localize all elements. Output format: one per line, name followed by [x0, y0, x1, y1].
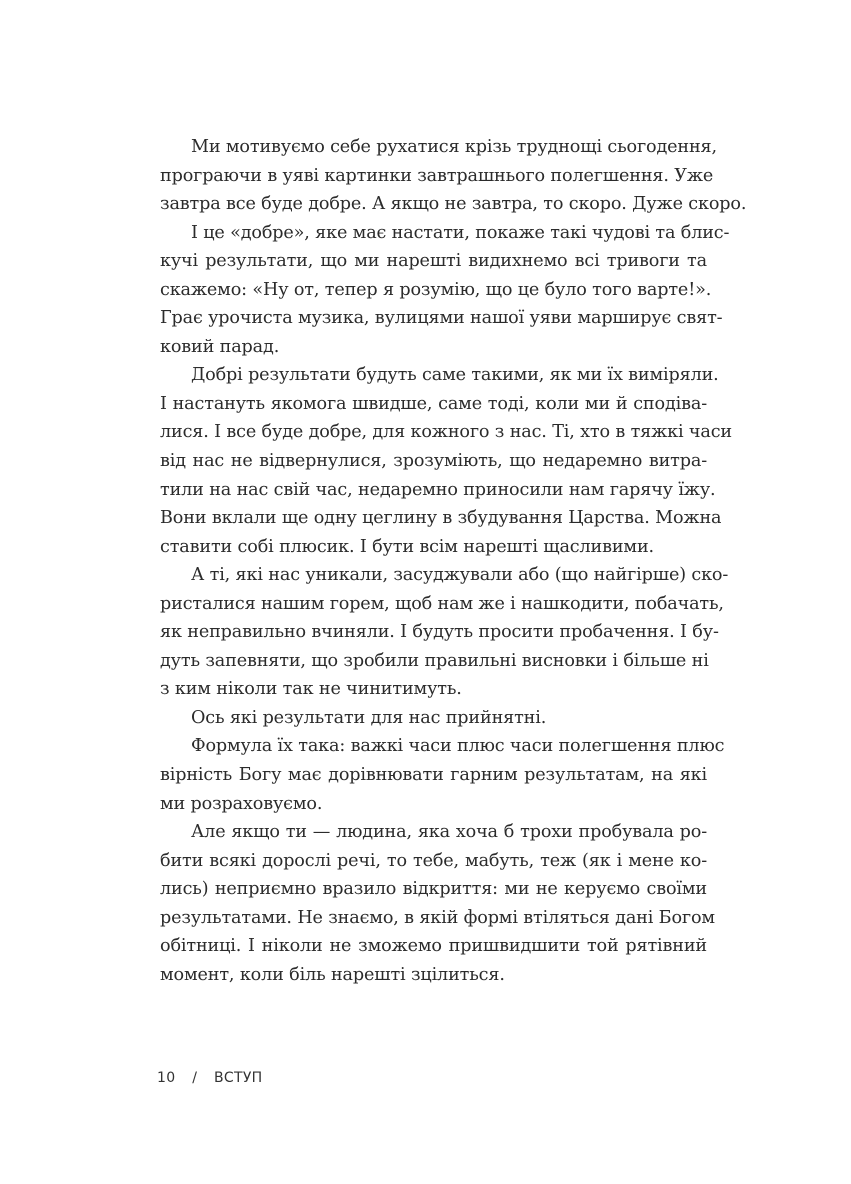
text-line: І це «добре», яке має настати, покаже такі чудові та блис-: [191, 222, 730, 243]
text-line: Грає урочиста музика, вулицями нашої уяви марширує свят-: [160, 308, 723, 329]
text-line: І настануть якомога швидше, саме тоді, коли ми й сподіва-: [160, 393, 707, 414]
text-line: ми розраховуємо.: [160, 793, 323, 814]
text-line: Формула їх така: важкі часи плюс часи полегшення плюс: [191, 736, 725, 757]
text-line: Ось які результати для нас прийнятні.: [191, 707, 547, 728]
text-line: дуть запевняти, що зробили правильні висновки і більше ні: [160, 650, 709, 671]
paragraph: [160, 361, 733, 561]
text-line: момент, коли біль нарешті зцілиться.: [160, 964, 505, 985]
paragraph: [160, 818, 715, 989]
text-line: ставити собі плюсик. І бути всім нарешті щасливими.: [160, 536, 654, 557]
text-line: Добрі результати будуть саме такими, як ми їх виміряли.: [191, 365, 719, 386]
section-title: ВСТУП: [213, 1070, 263, 1086]
paragraph: [160, 133, 747, 219]
text-line: з ким ніколи так не чинитимуть.: [160, 679, 462, 700]
text-line: вірність Богу має дорівнювати гарним результатам, на які: [160, 765, 707, 786]
paragraph: [160, 219, 730, 362]
paragraph: [160, 704, 707, 733]
text-line: Вони вклали ще одну цеглину в збудування Царства. Можна: [160, 508, 722, 529]
text-line: бити всякі дорослі речі, то тебе, мабуть, теж (як і мене ко-: [160, 850, 707, 871]
footer-separator: /: [192, 1070, 198, 1086]
body-text: [160, 133, 747, 989]
text-line: ковий парад.: [160, 336, 280, 357]
page-number: 10: [157, 1070, 176, 1086]
text-line: кучі результати, що ми нарешті видихнемо всі тривоги та: [160, 251, 707, 272]
text-line: обітниці. І ніколи не зможемо пришвидшити той рятівний: [160, 936, 707, 957]
paragraph: [160, 732, 725, 818]
running-footer: [157, 1070, 262, 1086]
text-line: А ті, які нас уникали, засуджували або (що найгірше) ско-: [191, 565, 729, 586]
text-line: тили на нас свій час, недаремно приносили нам гарячу їжу.: [160, 479, 716, 500]
text-line: від нас не відвернулися, зрозуміють, що недаремно витра-: [160, 451, 707, 472]
text-line: лись) неприємно вразило відкриття: ми не керуємо своїми: [160, 879, 707, 900]
text-line: результатами. Не знаємо, в якій формі втіляться дані Богом: [160, 907, 715, 928]
paragraph: [160, 561, 729, 704]
text-line: скажемо: «Ну от, тепер я розумію, що це було того варте!».: [160, 279, 712, 300]
text-line: Але якщо ти — людина, яка хоча б трохи пробувала ро-: [191, 822, 707, 843]
text-line: Ми мотивуємо себе рухатися крізь труднощі сьогодення,: [191, 137, 717, 157]
text-line: програючи в уяві картинки завтрашнього полегшення. Уже: [160, 165, 714, 186]
text-line: лися. І все буде добре, для кожного з нас. Ті, хто в тяжкі часи: [160, 422, 733, 443]
text-line: завтра все буде добре. А якщо не завтра, то скоро. Дуже скоро.: [160, 194, 747, 215]
text-line: як неправильно вчиняли. І будуть просити пробачення. І бу-: [160, 622, 719, 643]
text-line: ристалися нашим горем, щоб нам же і нашкодити, побачать,: [160, 593, 724, 614]
